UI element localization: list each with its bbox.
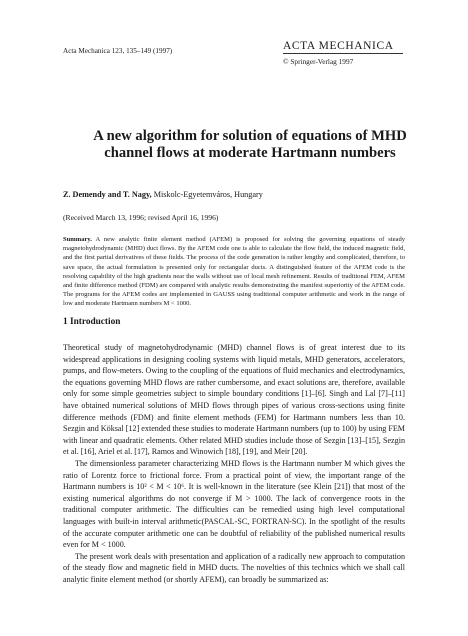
paragraph: The present work deals with presentation and application of a radically new approach to computation of the steady flow and magnetic field in MHD ducts. The novelties of this technics which we shall call analytic finite element method (or shortly AFEM), can broadly be summarized as:	[63, 551, 405, 584]
author-affiliation: Miskolc-Egyetemváros, Hungary	[153, 190, 263, 199]
journal-masthead	[283, 40, 403, 66]
journal-name: ACTA MECHANICA	[283, 40, 403, 54]
summary-text: A new analytic finite element method (AFEM) is proposed for solving the governing equations of steady magnetohydrodynamic (MHD) duct flows. By the AFEM code one is able to calculate the flow field, the induced magnetic field, and the first partial derivatives of these fields. The process of the code generation is rather lengthy and complicated, therefore, to save space, the actual formulation is presented only for rectangular ducts. A distinguished feature of the AFEM code is the resolving capability of the high gradients near the walls without use of local mesh refinement. Results of traditional FEM, AFEM and finite difference method (FDM) are compared with analytic results demonstrating the manifest superiority of the AFEM code. The programs for the AFEM codes are implemented in GAUSS using traditional computer arithmetic and work in the range of low and moderate Hartmann numbers M < 1000.	[63, 236, 405, 308]
section-heading-introduction: 1 Introduction	[63, 317, 121, 327]
copyright-notice: © Springer-Verlag 1997	[283, 57, 354, 66]
journal-reference: Acta Mechanica 123, 135–149 (1997)	[63, 47, 173, 55]
author-names: Z. Demendy and T. Nagy,	[63, 190, 152, 199]
summary-label: Summary.	[63, 236, 92, 243]
paragraph: Theoretical study of magnetohydrodynamic (MHD) channel flows is of great interest due to its widespread applications in designing cooling systems with liquid metals, MHD generators, accelerators, pumps, and flow-meters. Owing to the coupling of the equations of fluid mechanics and electrodynamics, the equations governing MHD flows are rather cumbersome, and exact solutions are, therefore, available only for some simple geometries subject to simple boundary conditions [1]–[6]. Singh and Lal [7]–[11] have obtained numerical solutions of MHD flows through pipes of various cross-sections using finite difference methods (FDM) and finite element methods (FEM) for Hartmann numbers less than 10. Sezgin and Köksal [12] extended these studies to moderate Hartmann numbers (up to 100) by using FEM with linear and quadratic elements. Other related MHD studies include those of Sezgin [13]–[15], Sezgin et al. [16], Ariel et al. [17], Ramos and Winowich [18], [19], and Meir [20].	[63, 343, 405, 457]
received-dates: (Received March 13, 1996; revised April 16, 1996)	[63, 213, 219, 222]
introduction-body	[63, 342, 405, 585]
paper-title: A new algorithm for solution of equations of MHD channel flows at moderate Hartmann numbers	[93, 128, 407, 161]
author-line	[63, 190, 263, 199]
abstract	[63, 235, 405, 309]
paragraph: The dimensionless parameter characterizing MHD flows is the Hartmann number M which gives the ratio of Lorentz force to frictional force. From a practical point of view, the important range of the Hartmann numbers is 10² < M < 10⁶. It is well-known in the literature (see Klein [21]) that most of the existing numerical algorithms do not converge if M > 1000. The lack of convergence roots in the traditional computer arithmetic. The difficulties can be remedied using high level computational languages with built-in interval arithmetic(PASCAL-SC, FORTRAN-SC). In the spotlight of the results of the accurate computer arithmetic one can be doubtful of reliability of the published numerical results even for M < 1000.	[63, 458, 405, 550]
